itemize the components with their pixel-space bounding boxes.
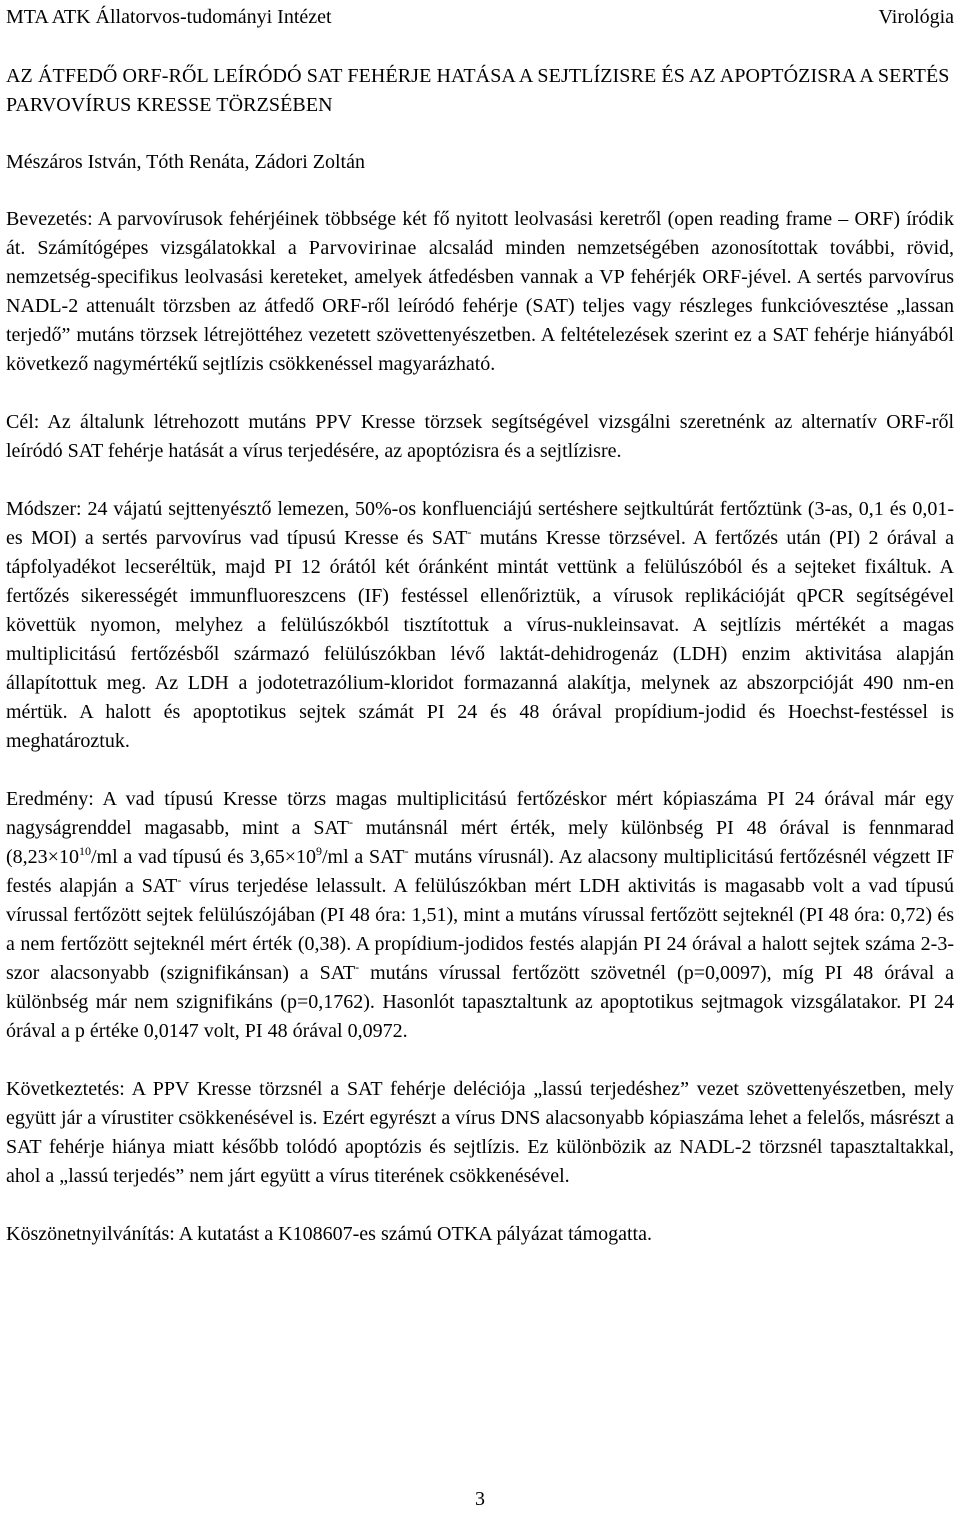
page-header	[6, 6, 954, 34]
methods-text-b: mutáns Kresse törzsével. A fertőzés után (PI) 2 órával a tápfolyadékot lecseréltük, majd PI 12 órától két óránként mintát vettünk a felülúszóból és a sejteket fixáltuk. A fertőzés sikerességét immunfluoreszcens (IF) festéssel ellenőriztük, a vírusok replikációját qPCR segítségével követtük nyomon, melyhez a felülúszókból tisztítottuk a vírus-nukleinsavat. A sejtlízis mértékét a magas multiplicitású fertőzésből származó felülúszókban lévő laktát-dehidrogenáz (LDH) enzim aktivitása alapján állapítottuk meg. Az LDH a jodotetrazólium-kloridot formazanná alakítja, melynek az abszorpcióját 490 nm-en mértük. A halott és apoptotikus sejtek számát PI 24 és 48 órával propídium-jodid és Hoechst-festéssel is meghatároztuk.	[6, 527, 954, 752]
aim-paragraph: Cél: Az általunk létrehozott mutáns PPV Kresse törzsek segítségével vizsgálni szeretnénk az alternatív ORF-ről leíródó SAT fehérje hatását a vírus terjedésére, az apoptózisra és a sejtlízisre.	[6, 411, 954, 462]
intro-text-b: alcsalád minden nemzetségében azonosítottak további, rövid, nemzetség-specifikus leolvasási kereteket, amelyek átfedésben vannak a VP fehérjék ORF-jével. A sertés parvovírus NADL-2 attenuált törzsben az átfedő ORF-ről leíródó fehérje (SAT) teljes vagy részleges funkcióvesztése „lassan terjedő” mutáns törzsek létrejöttéhez vezetett szövettenyészetben. A feltételezések szerint ez a SAT fehérje hiányából következő nagymértékű sejtlízis csökkenéssel magyarázható.	[6, 237, 954, 375]
header-institution: MTA ATK Állatorvos-tudományi Intézet	[6, 6, 332, 28]
methods-text-a: Módszer: 24 vájatú sejttenyésztő lemezen, 50%-os konfluenciájú sertéshere sejtkultúrát fertőztünk (3-as, 0,1 és 0,01-es MOI) a sertés parvovírus vad típusú Kresse és SAT	[6, 498, 954, 549]
intro-italic-taxon: Parvovirinae	[308, 237, 417, 259]
methods-superscript: -	[467, 525, 472, 539]
acknowledgement-paragraph: Köszönetnyilvánítás: A kutatást a K108607-es számú OTKA pályázat támogatta.	[6, 1223, 652, 1245]
header-section: Virológia	[878, 6, 954, 28]
intro-text-a: Bevezetés: A parvovírusok fehérjéinek többsége két fő nyitott leolvasási keretről (open reading frame – ORF) íródik át. Számítógépes vizsgálatokkal a	[6, 208, 954, 259]
results-text-3: /ml a vad típusú és 3,65×10	[90, 846, 316, 868]
results-sup-5: -	[177, 873, 182, 887]
methods-paragraph	[6, 495, 954, 756]
results-text-6: vírus terjedése lelassult. A felülúszókban mért LDH aktivitás is magasabb volt a vad típusú vírussal fertőzött sejtek felülúszójában (PI 48 óra: 1,51), mint a mutáns vírussal fertőzött sejteknél (PI 48 óra: 0,72) és a nem fertőzött sejteknél mért érték (0,38). A propídium-jodidos festés alapján PI 24 órával a halott sejtek száma 2-3-szor alacsonyabb (szignifikánsan) a SAT	[6, 875, 954, 984]
results-text-1: Eredmény: A vad típusú Kresse törzs magas multiplicitású fertőzéskor mért kópiaszáma PI 24 órával már egy nagyságrenddel magasabb, mint a SAT	[6, 788, 954, 839]
results-sup-1: -	[348, 815, 353, 829]
results-paragraph	[6, 785, 954, 1046]
results-text-5: mutáns vírusnál). Az alacsony multiplicitású fertőzésnél végzett IF festés alapján a SAT	[6, 846, 954, 897]
page-number: 3	[475, 1488, 485, 1510]
article-title: AZ ÁTFEDŐ ORF-RŐL LEÍRÓDÓ SAT FEHÉRJE HATÁSA A SEJTLÍZISRE ÉS AZ APOPTÓZISRA A SERTÉS PARVOVÍRUS KRESSE TÖRZSÉBEN	[6, 65, 950, 116]
results-sup-4: -	[404, 844, 409, 858]
conclusion-paragraph: Következtetés: A PPV Kresse törzsnél a SAT fehérje deléciója „lassú terjedéshez” vezet szövettenyészetben, mely együtt jár a vírustiter csökkenésével is. Ezért egyrészt a vírus DNS alacsonyabb kópiaszáma lehet a felelős, másrészt a SAT fehérje hiánya miatt később tolódó apoptózis és sejtlízis. Ez különbözik az NADL-2 törzsnél tapasztaltakkal, ahol a „lassú terjedés” nem járt együtt a vírus titerének csökkenésével.	[6, 1078, 954, 1187]
results-sup-6: -	[355, 960, 360, 974]
results-sup-3: 9	[316, 844, 322, 858]
results-text-7: mutáns vírussal fertőzött szövetnél (p=0,0097), míg PI 48 órával a különbség már nem szignifikáns (p=0,1762). Hasonlót tapasztaltunk az apoptotikus sejtmagok vizsgálatakor. PI 24 órával a p értéke 0,0147 volt, PI 48 órával 0,0972.	[6, 962, 954, 1042]
authors: Mészáros István, Tóth Renáta, Zádori Zoltán	[6, 151, 365, 173]
results-text-2: mutánsnál mért érték, mely különbség PI 48 órával is fennmarad (8,23×10	[6, 817, 955, 868]
results-text-4: /ml a SAT	[322, 846, 405, 868]
introduction-paragraph	[6, 205, 954, 379]
document-body	[6, 62, 954, 1249]
results-sup-2: 10	[78, 844, 91, 858]
